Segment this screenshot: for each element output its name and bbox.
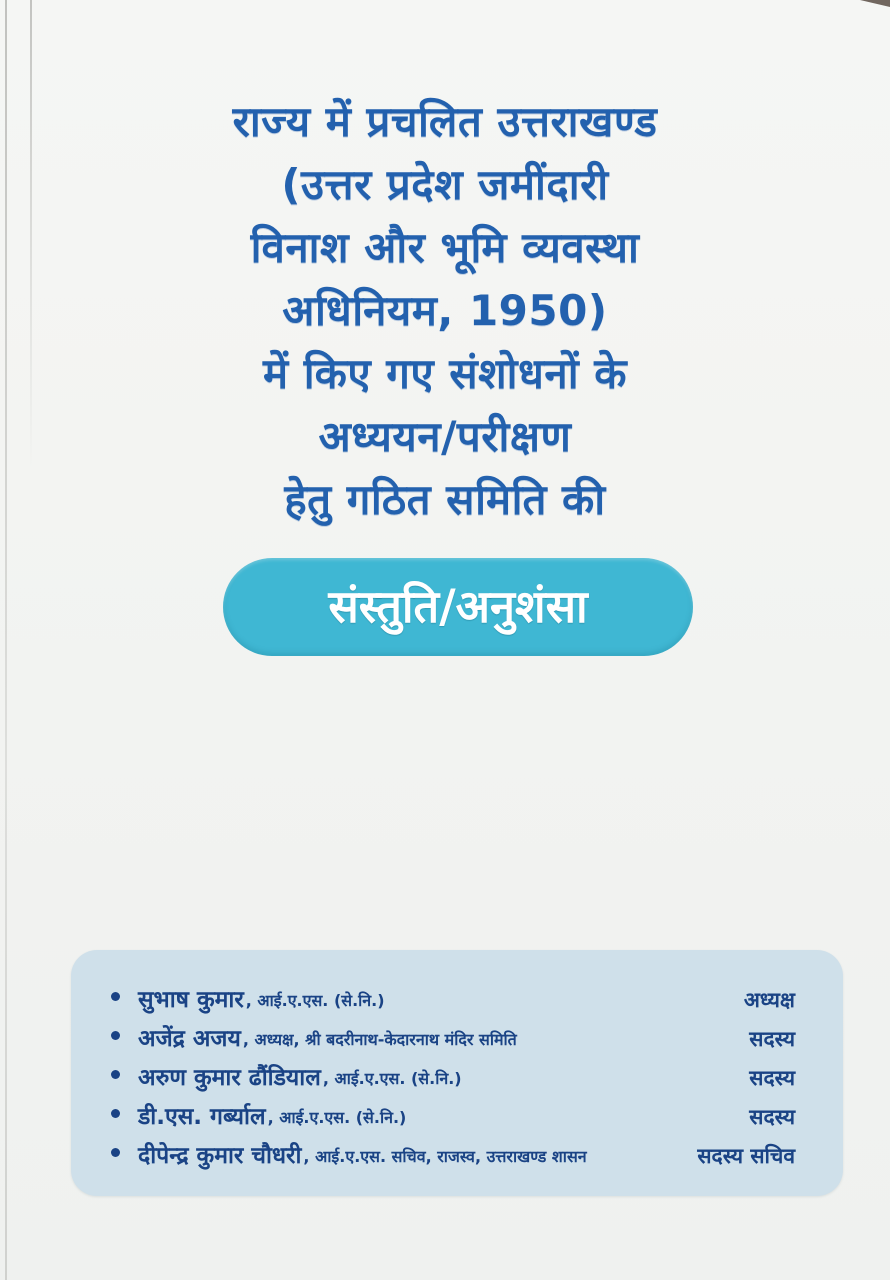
member-name: डी.एस. गर्ब्याल xyxy=(138,1104,266,1130)
bullet-icon xyxy=(111,992,120,1001)
committee-row xyxy=(111,982,795,1014)
recommendation-badge: संस्तुति/अनुशंसा xyxy=(223,558,693,656)
member-details: , आई.ए.एस. सचिव, राजस्व, उत्तराखण्ड शासन xyxy=(303,1147,587,1166)
member-role: सदस्य xyxy=(749,1066,795,1090)
title-line-1: राज्य में प्रचलित उत्तराखण्ड xyxy=(232,97,658,146)
title-line-3: विनाश और भूमि व्यवस्था xyxy=(250,223,640,272)
title-line-5: में किए गए संशोधनों के xyxy=(263,349,627,398)
title-line-7: हेतु गठित समिति की xyxy=(284,475,606,524)
committee-row xyxy=(111,1099,795,1131)
member-role: सदस्य xyxy=(749,1027,795,1051)
committee-panel xyxy=(71,950,843,1196)
member-details: , अध्यक्ष, श्री बदरीनाथ-केदारनाथ मंदिर समिति xyxy=(242,1030,517,1049)
committee-row xyxy=(111,1060,795,1092)
page-edge-line xyxy=(5,0,7,1280)
committee-row xyxy=(111,1138,795,1170)
member-details: , आई.ए.एस. (से.नि.) xyxy=(322,1069,462,1088)
member-role: सदस्य xyxy=(749,1105,795,1129)
member-role: सदस्य सचिव xyxy=(697,1144,795,1168)
member-name: अरुण कुमार ढौंडियाल xyxy=(138,1065,321,1091)
photo-corner-artifact xyxy=(860,0,890,7)
cover-title xyxy=(60,90,830,531)
page-edge-line-inner xyxy=(30,0,32,470)
bullet-icon xyxy=(111,1148,120,1157)
bullet-icon xyxy=(111,1070,120,1079)
bullet-icon xyxy=(111,1109,120,1118)
member-name: दीपेन्द्र कुमार चौधरी xyxy=(138,1143,302,1169)
member-role: अध्यक्ष xyxy=(743,988,795,1012)
title-line-6: अध्ययन/परीक्षण xyxy=(318,412,572,461)
bullet-icon xyxy=(111,1031,120,1040)
member-name: अजेंद्र अजय xyxy=(138,1026,241,1052)
member-details: , आई.ए.एस. (से.नि.) xyxy=(267,1108,407,1127)
title-line-2: (उत्तर प्रदेश जमींदारी xyxy=(281,160,609,209)
committee-row xyxy=(111,1021,795,1053)
title-line-4: अधिनियम, 1950) xyxy=(282,286,608,335)
member-details: , आई.ए.एस. (से.नि.) xyxy=(245,991,385,1010)
member-name: सुभाष कुमार xyxy=(138,987,244,1013)
